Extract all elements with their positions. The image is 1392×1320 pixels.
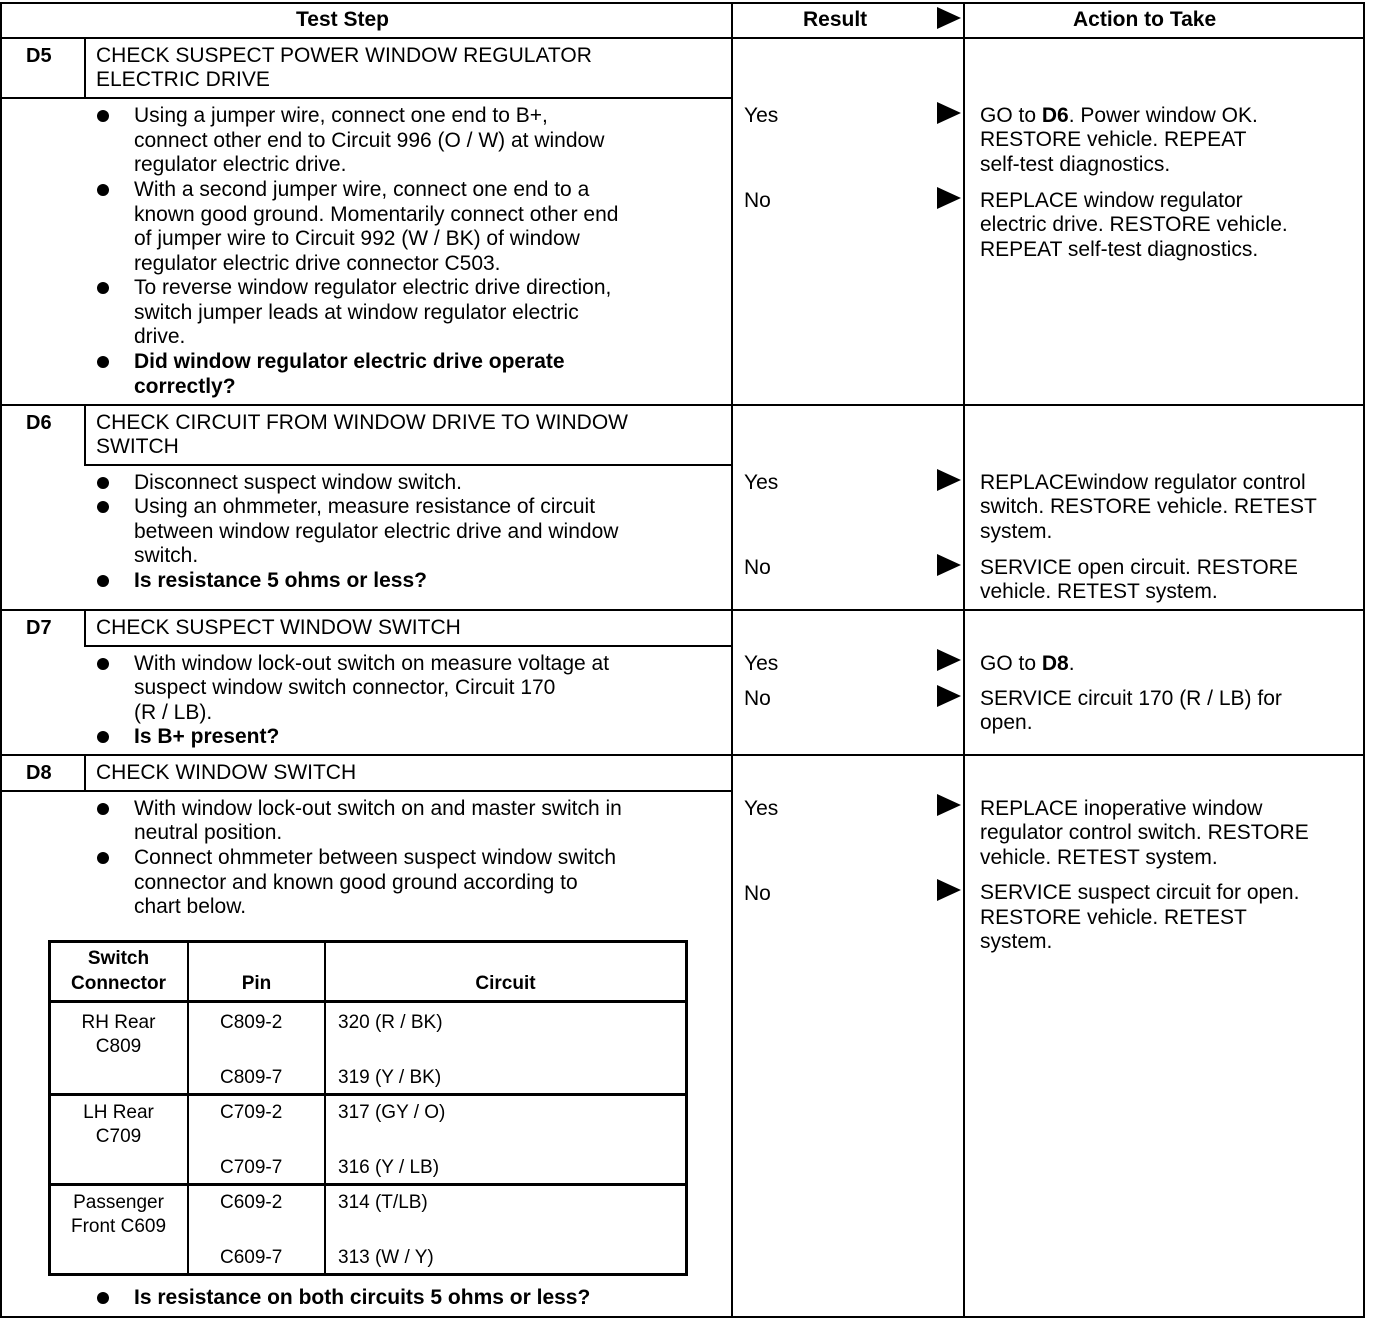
subtable-bottom	[48, 1273, 688, 1276]
d8-id-divider	[84, 754, 86, 792]
subtable-row-2-pin-1: C709-2	[220, 1102, 283, 1123]
bullet-icon	[97, 731, 109, 743]
subtable-row-1-pin-2: C809-7	[220, 1067, 283, 1088]
arrow-icon	[937, 102, 961, 124]
subtable-row-3-connector-line-2: Front C609	[70, 1216, 167, 1237]
d6-title-line-2: SWITCH	[96, 435, 179, 458]
bullet-icon	[97, 575, 109, 587]
d7-title: CHECK SUSPECT WINDOW SWITCH	[96, 616, 461, 639]
d8-yes-action-line-1: REPLACE inoperative window	[980, 797, 1263, 820]
d7-bullet-1-line-2: suspect window switch connector, Circuit 170	[134, 676, 556, 699]
d8-result-yes: Yes	[744, 797, 779, 820]
subtable-row-1-pin-1: C809-2	[220, 1012, 283, 1033]
subtable-row-1-circuit-1: 320 (R / BK)	[338, 1012, 443, 1033]
d6-id-divider	[84, 404, 86, 466]
arrow-icon	[937, 649, 961, 671]
table-border-bottom	[0, 1316, 1365, 1318]
subtable-header-bottom	[48, 1000, 688, 1003]
d6-section-bottom	[0, 609, 1365, 611]
subtable-top	[48, 940, 688, 943]
subtable-header-circuit: Circuit	[475, 973, 536, 994]
d8-no-action-line-2: RESTORE vehicle. RETEST	[980, 906, 1247, 929]
d7-no-action-line-2: open.	[980, 711, 1033, 734]
d5-title-line-1: CHECK SUSPECT POWER WINDOW REGULATOR	[96, 44, 592, 67]
d5-bullet-2-line-2: known good ground. Momentarily connect other end	[134, 203, 619, 226]
subtable-row-2-connector-line-2: C709	[95, 1126, 142, 1147]
d6-bullet-2-line-2: between window regulator electric drive and window	[134, 520, 619, 543]
header-result: Result	[803, 8, 868, 31]
d8-title: CHECK WINDOW SWITCH	[96, 761, 357, 784]
d5-id-divider	[84, 37, 86, 99]
d5-bullet-1-line-3: regulator electric drive.	[134, 153, 347, 176]
d6-no-action-line-1: SERVICE open circuit. RESTORE	[980, 556, 1298, 579]
arrow-icon	[937, 794, 961, 816]
subtable-row-3-connector-line-1: Passenger	[73, 1192, 164, 1213]
d7-result-yes: Yes	[744, 652, 779, 675]
d7-question: Is B+ present?	[134, 725, 280, 748]
d6-yes-action-line-1: REPLACEwindow regulator control	[980, 471, 1306, 494]
d7-id-divider	[84, 609, 86, 647]
subtable-row-2-circuit-2: 316 (Y / LB)	[338, 1157, 440, 1178]
subtable-row-2-circuit-1: 317 (GY / O)	[338, 1102, 446, 1123]
d8-result-no: No	[744, 882, 771, 905]
d8-no-action-line-1: SERVICE suspect circuit for open.	[980, 881, 1300, 904]
d8-no-action-line-3: system.	[980, 930, 1053, 953]
header-test-step: Test Step	[296, 8, 389, 31]
d6-no-action-line-2: vehicle. RETEST system.	[980, 580, 1218, 603]
d7-no-action-line-1: SERVICE circuit 170 (R / LB) for	[980, 687, 1282, 710]
d5-result-yes: Yes	[744, 104, 779, 127]
d5-bullet-1-line-1: Using a jumper wire, connect one end to B+,	[134, 104, 548, 127]
d5-no-action-line-1: REPLACE window regulator	[980, 189, 1243, 212]
d8-bullet-2-line-2: connector and known good ground according to	[134, 871, 578, 894]
d7-result-no: No	[744, 687, 771, 710]
arrow-icon	[937, 469, 961, 491]
d6-result-yes: Yes	[744, 471, 779, 494]
d6-title-line-1: CHECK CIRCUIT FROM WINDOW DRIVE TO WINDOW	[96, 411, 628, 434]
d7-step-id: D7	[26, 617, 52, 639]
d6-bullet-2-line-3: switch.	[134, 544, 199, 567]
bullet-icon	[97, 184, 109, 196]
subtable-right	[685, 940, 688, 1276]
header-arrow-icon	[937, 7, 961, 29]
subtable-header-connector-line-1: Switch	[87, 948, 150, 969]
subtable-row-2-connector-line-1: LH Rear	[83, 1102, 154, 1123]
d5-title-bottom	[0, 97, 733, 99]
d5-yes-action-line-2: RESTORE vehicle. REPEAT	[980, 128, 1247, 151]
table-border-top	[0, 2, 1365, 4]
bullet-icon	[97, 1292, 109, 1304]
d5-question-line-1: Did window regulator electric drive operate	[134, 350, 565, 373]
subtable-header-pin: Pin	[241, 973, 272, 994]
d5-bullet-3-line-1: To reverse window regulator electric drive direction,	[134, 276, 612, 299]
subtable-row-1-bottom	[48, 1093, 688, 1096]
d8-yes-action-line-2: regulator control switch. RESTORE	[980, 821, 1309, 844]
bullet-icon	[97, 803, 109, 815]
d6-yes-action-line-2: switch. RESTORE vehicle. RETEST	[980, 495, 1317, 518]
d8-step-id: D8	[26, 762, 52, 784]
d8-bullet-2-line-1: Connect ohmmeter between suspect window switch	[134, 846, 617, 869]
d6-question: Is resistance 5 ohms or less?	[134, 569, 427, 592]
d5-title-line-2: ELECTRIC DRIVE	[96, 68, 270, 91]
d6-bullet-1-line-1: Disconnect suspect window switch.	[134, 471, 462, 494]
bullet-icon	[97, 110, 109, 122]
d5-bullet-2-line-3: of jumper wire to Circuit 992 (W / BK) of window	[134, 227, 580, 250]
action-column-divider	[963, 2, 965, 1318]
header-action: Action to Take	[1073, 8, 1217, 31]
bullet-icon	[97, 852, 109, 864]
d8-question: Is resistance on both circuits 5 ohms or less?	[134, 1286, 591, 1309]
subtable-row-3-pin-2: C609-7	[220, 1247, 283, 1268]
d7-section-bottom	[0, 754, 1365, 756]
right-border	[1363, 2, 1365, 1318]
arrow-icon	[937, 879, 961, 901]
d5-bullet-2-line-1: With a second jumper wire, connect one end to a	[134, 178, 590, 201]
result-column-divider	[731, 2, 733, 1318]
d7-title-bottom	[84, 645, 733, 647]
d5-no-action-line-3: REPEAT self-test diagnostics.	[980, 238, 1259, 261]
bullet-icon	[97, 658, 109, 670]
subtable-row-1-circuit-2: 319 (Y / BK)	[338, 1067, 442, 1088]
subtable-row-3-pin-1: C609-2	[220, 1192, 283, 1213]
d5-yes-action-line-3: self-test diagnostics.	[980, 153, 1171, 176]
d5-question-line-2: correctly?	[134, 375, 236, 398]
d5-bullet-2-line-4: regulator electric drive connector C503.	[134, 252, 501, 275]
d5-bullet-3-line-3: drive.	[134, 325, 186, 348]
d6-step-id: D6	[26, 412, 52, 434]
d8-title-bottom	[0, 790, 733, 792]
bullet-icon	[97, 501, 109, 513]
d5-result-no: No	[744, 189, 771, 212]
d5-bullet-3-line-2: switch jumper leads at window regulator electric	[134, 301, 579, 324]
subtable-row-1-connector-line-2: C809	[95, 1036, 142, 1057]
d5-section-bottom	[0, 404, 1365, 406]
left-border	[0, 2, 2, 1318]
d5-step-id: D5	[26, 45, 52, 67]
subtable-row-3-circuit-2: 313 (W / Y)	[338, 1247, 434, 1268]
d6-yes-action-line-3: system.	[980, 520, 1053, 543]
arrow-icon	[937, 554, 961, 576]
bullet-icon	[97, 477, 109, 489]
arrow-icon	[937, 187, 961, 209]
d6-bullet-2-line-1: Using an ohmmeter, measure resistance of circuit	[134, 495, 596, 518]
arrow-icon	[937, 685, 961, 707]
subtable-row-3-circuit-1: 314 (T/LB)	[338, 1192, 428, 1213]
bullet-icon	[97, 356, 109, 368]
d7-yes-action: GO to D8.	[980, 652, 1075, 675]
d7-bullet-1-line-1: With window lock-out switch on measure voltage at	[134, 652, 610, 675]
d8-bullet-1-line-2: neutral position.	[134, 821, 283, 844]
d5-yes-action-line-1: GO to D6. Power window OK.	[980, 104, 1258, 127]
subtable-header-connector-line-2: Connector	[71, 973, 166, 994]
d8-bullet-1-line-1: With window lock-out switch on and master switch in	[134, 797, 622, 820]
d8-yes-action-line-3: vehicle. RETEST system.	[980, 846, 1218, 869]
d7-bullet-1-line-3: (R / LB).	[134, 701, 213, 724]
subtable-row-2-pin-2: C709-7	[220, 1157, 283, 1178]
header-divider	[0, 37, 1365, 39]
bullet-icon	[97, 282, 109, 294]
d5-no-action-line-2: electric drive. RESTORE vehicle.	[980, 213, 1288, 236]
d6-title-bottom	[84, 464, 733, 466]
subtable-row-2-bottom	[48, 1183, 688, 1186]
subtable-row-1-connector-line-1: RH Rear	[81, 1012, 156, 1033]
d6-result-no: No	[744, 556, 771, 579]
d5-bullet-1-line-2: connect other end to Circuit 996 (O / W) at window	[134, 129, 605, 152]
d8-bullet-2-line-3: chart below.	[134, 895, 247, 918]
